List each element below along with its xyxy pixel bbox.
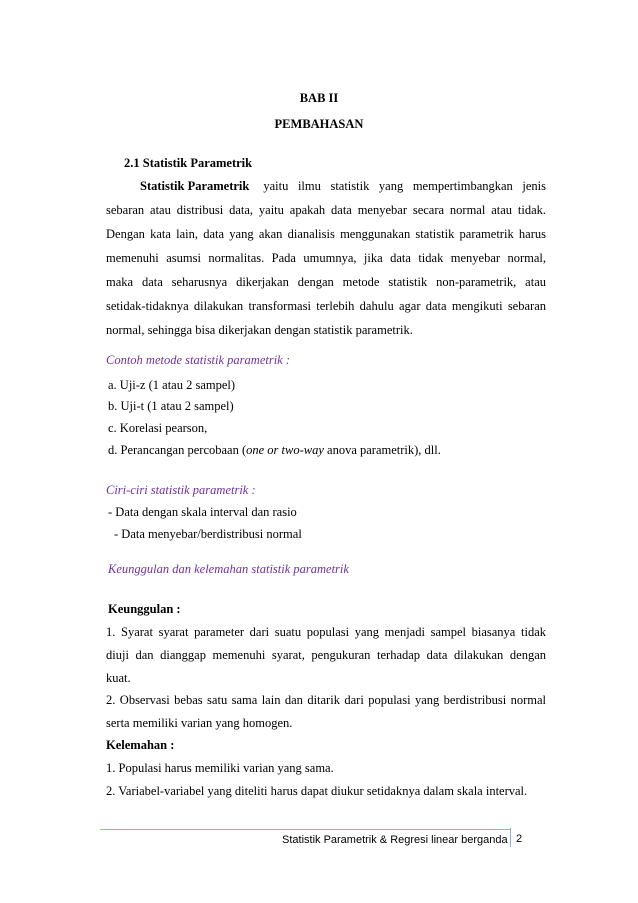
example-d bbox=[108, 443, 441, 458]
paragraph-line-1-rest: yaitu ilmu statistik yang mempertimbangkan jenis bbox=[263, 179, 546, 193]
pro-2-line-1: 2. Observasi bebas satu sama lain dan ditarik dari populasi yang berdistribusi normal bbox=[106, 693, 546, 707]
example-a: a. Uji-z (1 atau 2 sampel) bbox=[108, 378, 236, 392]
feature-2: - Data menyebar/berdistribusi normal bbox=[114, 527, 302, 541]
example-d-italic: one or two-way bbox=[246, 443, 324, 457]
paragraph-line-7: normal, sehingga bisa dikerjakan dengan statistik parametrik. bbox=[106, 323, 413, 337]
chapter-label: BAB II bbox=[299, 91, 339, 105]
example-d-post: anova parametrik), dll. bbox=[323, 443, 441, 457]
term-bold: Statistik Parametrik bbox=[140, 179, 250, 193]
feature-1: - Data dengan skala interval dan rasio bbox=[108, 505, 297, 519]
section-heading: 2.1 Statistik Parametrik bbox=[124, 156, 253, 170]
examples-heading: Contoh metode statistik parametrik : bbox=[106, 353, 291, 367]
pro-1-line-1: 1. Syarat syarat parameter dari suatu populasi yang menjadi sampel biasanya tidak bbox=[106, 625, 546, 639]
paragraph-line-5: maka data seharusnya dikerjakan dengan metode statistik non-parametrik, atau bbox=[106, 275, 546, 289]
example-b: b. Uji-t (1 atau 2 sampel) bbox=[108, 399, 234, 413]
pro-1-line-3: kuat. bbox=[106, 671, 131, 685]
example-c: c. Korelasi pearson, bbox=[108, 421, 208, 435]
pros-label: Keunggulan : bbox=[108, 602, 181, 616]
cons-label: Kelemahan : bbox=[106, 738, 175, 752]
page-number: 2 bbox=[516, 833, 523, 845]
chapter-title: PEMBAHASAN bbox=[274, 117, 364, 131]
pro-2-line-2: serta memiliki varian yang homogen. bbox=[106, 716, 293, 730]
features-heading: Ciri-ciri statistik parametrik : bbox=[106, 483, 256, 497]
footer-title: Statistik Parametrik & Regresi linear berganda bbox=[282, 834, 508, 846]
paragraph-line-6: setidak-tidaknya dilakukan transformasi terlebih dahulu agar data mengikuti sebaran bbox=[106, 299, 546, 313]
paragraph-line-3: Dengan kata lain, data yang akan dianalisis menggunakan statistik parametrik harus bbox=[106, 227, 546, 241]
paragraph-line-2: sebaran atau distribusi data, yaitu apakah data menyebar secara normal atau tidak. bbox=[106, 203, 546, 217]
con-1: 1. Populasi harus memiliki varian yang sama. bbox=[106, 761, 334, 775]
paragraph-line-4: memenuhi asumsi normalitas. Pada umumnya, jika data tidak menyebar normal, bbox=[106, 251, 546, 265]
pros-cons-heading: Keunggulan dan kelemahan statistik parametrik bbox=[108, 562, 349, 576]
paragraph-line-1 bbox=[140, 179, 546, 194]
example-d-pre: d. Perancangan percobaan ( bbox=[108, 443, 247, 457]
con-2: 2. Variabel-variabel yang diteliti harus dapat diukur setidaknya dalam skala interval. bbox=[106, 784, 528, 798]
footer-rule bbox=[100, 829, 510, 830]
pro-1-line-2: diuji dan dianggap memenuhi syarat, pengukuran terhadap data dilakukan dengan bbox=[106, 648, 546, 662]
